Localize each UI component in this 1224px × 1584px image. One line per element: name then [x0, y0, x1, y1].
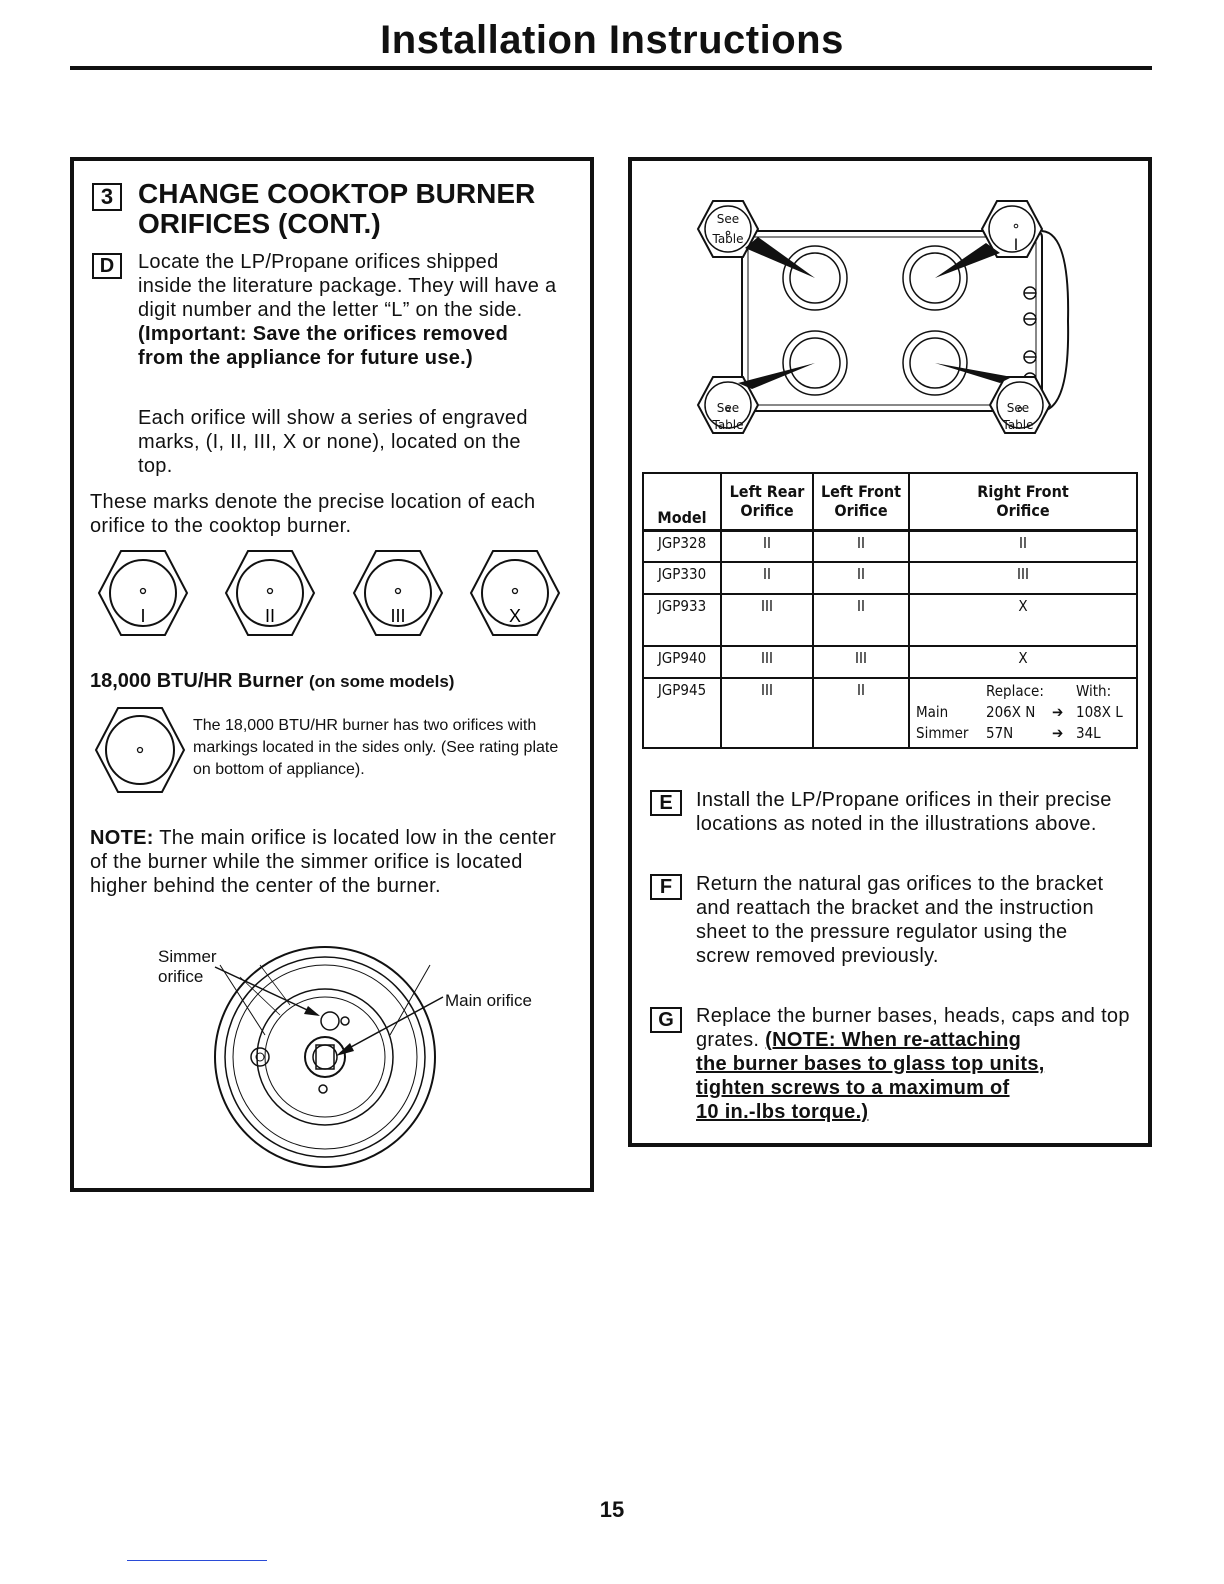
arrow-icon: ➔: [1052, 724, 1064, 742]
step-g-note-4: 10 in.-lbs torque.): [696, 1101, 869, 1123]
step-d-box: D: [92, 253, 122, 279]
section-heading: [138, 179, 578, 239]
table-header-row: [643, 473, 1137, 530]
step-3-box: 3: [92, 183, 122, 211]
simmer-orifice-label: [158, 947, 217, 987]
step-g-body: Replace the burner bases, heads, caps and top grates.: [696, 1005, 1130, 1051]
step-e-text: Install the LP/Propane orifices in their precise locations as noted in the illustrations above.: [696, 789, 1112, 835]
step-g-text: [696, 1004, 1136, 1124]
note-label: NOTE:: [90, 827, 154, 849]
page-title: Installation Instructions: [380, 18, 844, 62]
orifice-table: [642, 472, 1138, 749]
header-right-front: Right Front Orifice: [909, 473, 1137, 530]
step-d-text: [138, 250, 558, 370]
callout-lr-table: Table: [712, 232, 744, 246]
hex-mark-3-label: III: [390, 606, 406, 626]
main-orifice-label: Main orifice: [445, 991, 532, 1010]
step-f-box: F: [650, 874, 682, 900]
step-d-text2: Each orifice will show a series of engraved marks, (I, II, III, X or none), located on the top.: [138, 407, 528, 477]
replace-cell: [909, 678, 1137, 748]
replace-main-from: 206X N: [986, 703, 1036, 721]
step-d-text-main: Locate the LP/Propane orifices shipped inside the literature package. They will have a digit number and the letter “L” on the side.: [138, 251, 557, 321]
section-heading-line1: CHANGE COOKTOP BURNER: [138, 178, 536, 209]
callout-rf-see: See: [1006, 401, 1030, 415]
marks-text: These marks denote the precise location of each orifice to the cooktop burner.: [90, 491, 536, 537]
replace-label: Replace:: [986, 682, 1044, 700]
footer-line: [127, 1560, 267, 1561]
table-row: JGP330 II II III: [643, 562, 1137, 594]
callout-lr-see: See: [716, 212, 740, 226]
step-g-box: G: [650, 1007, 682, 1033]
callout-right-rear-icon: [935, 201, 1042, 278]
simmer-label-line2: orifice: [158, 967, 204, 986]
simmer-label-line1: Simmer: [158, 947, 217, 966]
step-g-note-1: (NOTE: When re-attaching: [765, 1029, 1022, 1051]
header-model: Model: [643, 473, 721, 530]
callout-lf-see: See: [716, 401, 740, 415]
hex-mark-1-label: I: [140, 606, 146, 626]
header-left-rear: Left Rear Orifice: [721, 473, 813, 530]
cooktop-illustration: [690, 193, 1080, 443]
table-row: JGP940 III III X: [643, 646, 1137, 678]
section-heading-line2: ORIFICES (CONT.): [138, 208, 381, 239]
title-rule: [70, 66, 1152, 70]
note-body: The main orifice is located low in the center of the burner while the simmer orifice is located higher behind the center of the burner.: [90, 827, 557, 897]
hex-mark-2-label: II: [264, 606, 276, 626]
step-e-box: E: [650, 790, 682, 816]
replace-simmer-to: 34L: [1076, 724, 1101, 742]
replace-simmer-from: 57N: [986, 724, 1014, 742]
callout-rr-mark: I: [1013, 235, 1019, 254]
replace-main-label: Main: [916, 703, 949, 721]
table-row: JGP945 III II Replace: With: Main 206X N ➔ 108X L Simmer 57N ➔ 34L: [643, 678, 1137, 748]
step-d-important: (Important: Save the orifices removed from the appliance for future use.): [138, 323, 509, 369]
burner-18000-icon: [90, 705, 190, 795]
with-label: With:: [1076, 682, 1112, 700]
burner-heading: [90, 670, 454, 693]
hex-mark-4-label: X: [508, 606, 522, 626]
replace-main-to: 108X L: [1076, 703, 1123, 721]
step-f-text: Return the natural gas orifices to the bracket and reattach the bracket and the instruction sheet to the pressure regulator using the screw removed previously.: [696, 873, 1104, 967]
callout-rf-table: Table: [1002, 418, 1034, 432]
orifice-marks-illustration: [90, 548, 570, 638]
table-row: JGP933 III II X: [643, 594, 1137, 646]
burner-heading-suffix: (on some models): [308, 672, 455, 691]
note-text: [90, 826, 570, 898]
page-number: 15: [599, 1497, 625, 1522]
table-row: JGP328 II II II: [643, 530, 1137, 562]
callout-lf-table: Table: [712, 418, 744, 432]
burner-text: The 18,000 BTU/HR burner has two orifices with markings located in the sides only. (See rating plate on bottom of appliance).: [193, 717, 559, 778]
replace-simmer-label: Simmer: [916, 724, 969, 742]
step-g-note-3: tighten screws to a maximum of: [696, 1077, 1010, 1099]
burner-heading-main: 18,000 BTU/HR Burner: [90, 670, 304, 692]
header-left-front: Left Front Orifice: [813, 473, 909, 530]
step-g-note-2: the burner bases to glass top units,: [696, 1053, 1045, 1075]
arrow-icon: ➔: [1052, 703, 1064, 721]
